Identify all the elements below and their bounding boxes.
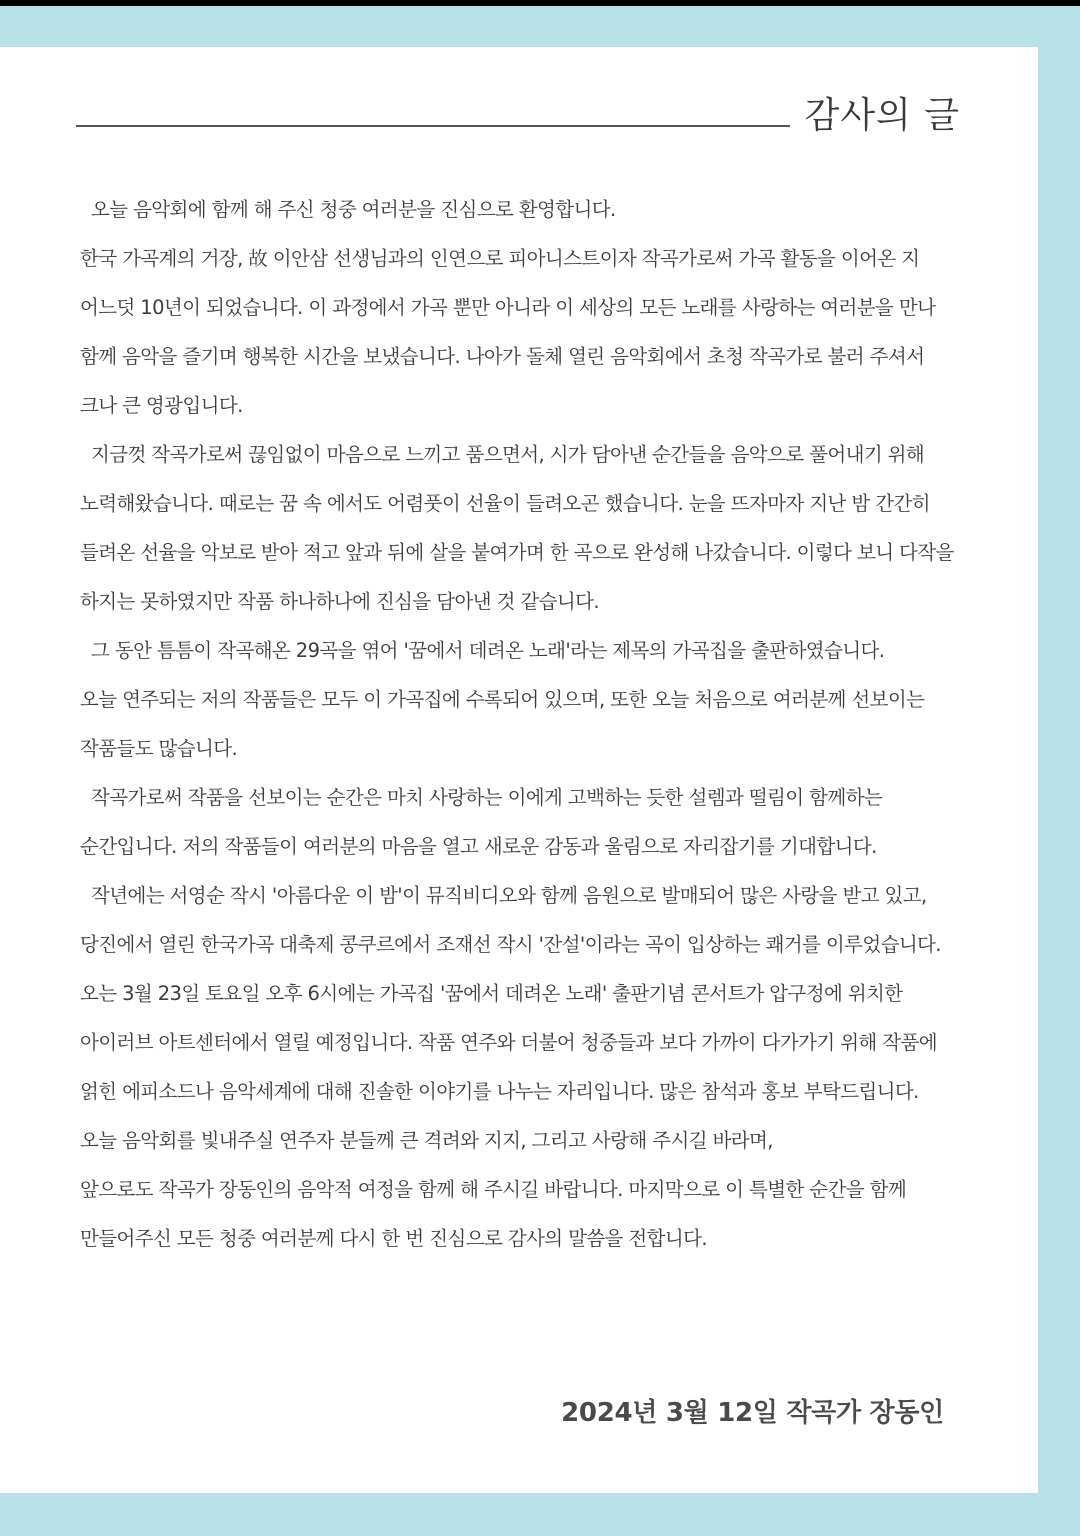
letter-title: 감사의 글 [804, 95, 960, 136]
letter-body [80, 188, 980, 1266]
body-line: 작곡가로써 작품을 선보이는 순간은 마치 사랑하는 이에게 고백하는 듯한 설렘과 떨림이 함께하는 [91, 786, 883, 809]
signature-line: 2024년 3월 12일 작곡가 장동인 [561, 1398, 944, 1428]
body-line: 오늘 연주되는 저의 작품들은 모두 이 가곡집에 수록되어 있으며, 또한 오늘 처음으로 여러분께 선보이는 [80, 688, 925, 711]
body-line: 한국 가곡계의 거장, 故 이안삼 선생님과의 인연으로 피아니스트이자 작곡가로써 가곡 활동을 이어온 지 [80, 247, 920, 270]
body-line: 지금껏 작곡가로써 끊임없이 마음으로 느끼고 품으면서, 시가 담아낸 순간들을 음악으로 풀어내기 위해 [91, 443, 925, 466]
body-line: 들려온 선율을 악보로 받아 적고 앞과 뒤에 살을 붙여가며 한 곡으로 완성해 나갔습니다. 이렇다 보니 다작을 [80, 541, 954, 564]
body-line: 오늘 음악회를 빛내주실 연주자 분들께 큰 격려와 지지, 그리고 사랑해 주시길 바라며, [80, 1129, 773, 1152]
body-line: 오는 3월 23일 토요일 오후 6시에는 가곡집 '꿈에서 데려온 노래' 출판기념 콘서트가 압구정에 위치한 [80, 982, 903, 1005]
body-line: 작년에는 서영순 작시 '아름다운 이 밤'이 뮤직비디오와 함께 음원으로 발매되어 많은 사랑을 받고 있고, [91, 884, 927, 907]
top-edge-bar [0, 0, 1080, 6]
body-line: 만들어주신 모든 청중 여러분께 다시 한 번 진심으로 감사의 말씀을 전합니다. [80, 1227, 707, 1250]
letter-page [0, 47, 1038, 1493]
body-line: 얽힌 에피소드나 음악세계에 대해 진솔한 이야기를 나누는 자리입니다. 많은 참석과 홍보 부탁드립니다. [80, 1080, 919, 1103]
body-line: 순간입니다. 저의 작품들이 여러분의 마음을 열고 새로운 감동과 울림으로 자리잡기를 기대합니다. [80, 835, 877, 858]
body-line: 크나 큰 영광입니다. [80, 394, 243, 417]
body-line: 아이러브 아트센터에서 열릴 예정입니다. 작품 연주와 더불어 청중들과 보다 가까이 다가가기 위해 작품에 [80, 1031, 937, 1054]
body-line: 하지는 못하였지만 작품 하나하나에 진심을 담아낸 것 같습니다. [80, 590, 599, 613]
body-line: 함께 음악을 즐기며 행복한 시간을 보냈습니다. 나아가 돌체 열린 음악회에서 초청 작곡가로 불러 주셔서 [80, 345, 925, 368]
body-line: 그 동안 틈틈이 작곡해온 29곡을 엮어 '꿈에서 데려온 노래'라는 제목의 가곡집을 출판하였습니다. [91, 639, 885, 662]
header-rule [76, 125, 790, 127]
body-line: 작품들도 많습니다. [80, 737, 238, 760]
body-line: 어느덧 10년이 되었습니다. 이 과정에서 가곡 뿐만 아니라 이 세상의 모든 노래를 사랑하는 여러분을 만나 [80, 296, 936, 319]
body-line: 앞으로도 작곡가 장동인의 음악적 여정을 함께 해 주시길 바랍니다. 마지막으로 이 특별한 순간을 함께 [80, 1178, 907, 1201]
body-line: 오늘 음악회에 함께 해 주신 청중 여러분을 진심으로 환영합니다. [91, 198, 616, 221]
body-line: 노력해왔습니다. 때로는 꿈 속 에서도 어렴풋이 선율이 들려오곤 했습니다. 눈을 뜨자마자 지난 밤 간간히 [80, 492, 930, 515]
body-line: 당진에서 열린 한국가곡 대축제 콩쿠르에서 조재선 작시 '잔설'이라는 곡이 입상하는 쾌거를 이루었습니다. [80, 933, 941, 956]
